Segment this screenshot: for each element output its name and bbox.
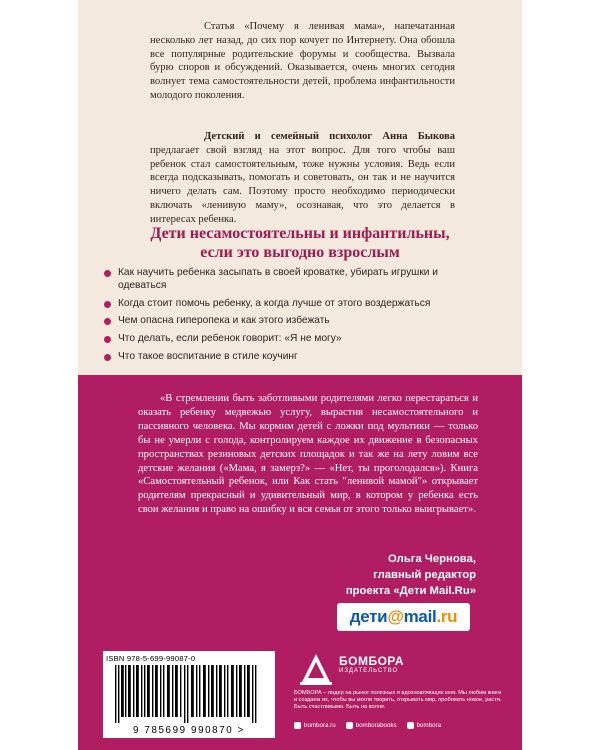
bullet-icon [104,270,111,277]
cover-top-section [78,0,522,375]
author-mention: Детский и семейный психолог Анна Быкова [204,131,455,142]
social-website[interactable]: bombora.ru [294,722,336,729]
instagram-icon [407,722,414,729]
heading-line-2: если это выгодно взрослым [200,244,400,261]
isbn-label: ISBN 978-5-699-99087-0 [106,654,196,663]
review-quote: «В стремлении быть заботливыми родителями легко перестараться и оказать ребенку медвежью услугу, вырастив несамостоятельного и пассивного человека. Мы кормим детей с ложки под мультики — только бы не умерли с голода, контролируем каждое их движение в безопасных пространствах резиновых детских площадок и так же на лету ловим все детские желания («Мама, я замерз?» — «Нет, ты проголодался»). Книга «Самостоятельный ребенок, или Как стать "ленивой мамой"» открывает родителям прекрасный и удивительный мир, в котором у ребенка есть свои желания и право на ошибку и вся семья от этого только выигрывает». [138,393,478,516]
list-item: Чем опасна гиперопека и как этого избежать [104,315,462,328]
bullet-icon [104,354,111,361]
publisher-name: БОМБОРА [339,654,405,668]
bullet-icon [104,336,111,343]
publisher-subtitle: ИЗДАТЕЛЬСТВО [339,668,399,674]
section-heading [108,224,492,262]
topics-list [104,267,462,369]
signature-name: Ольга Чернова, [388,553,476,565]
social-links [294,722,514,729]
vk-icon [346,722,353,729]
barcode-bars-icon [115,665,265,723]
heading-line-1: Дети несамостоятельны и инфантильны, [150,225,450,242]
isbn-barcode [103,651,275,738]
bullet-icon [104,318,111,325]
publisher-blurb: БОМБОРА – лидер на рынке полезных и вдохновляющих книг. Мы любим книги и создаем их, чтобы вы могли творить, открывать мир, пробовать новое, расти. Быть счастливыми. Быть на волне. [294,690,502,711]
social-vk[interactable]: bomborabooks [346,722,397,729]
intro-paragraph-1: Статья «Почему я ленивая мама», напечатанная несколько лет назад, до сих пор кочует по Интернету. Она обошла все популярные родительские форумы и сообщества. Вызвала бурю споров и обсуждений. Оказывается, очень многих сегодня волнует тема самостоятельности детей, проблема инфантильности молодого поколения. [150,21,455,101]
bullet-icon [104,301,111,308]
list-item: Как научить ребенка засыпать в своей кроватке, убирать игрушки и одеваться [104,267,462,293]
deti-mail-logo: дети @ mail .ru [337,603,470,631]
signature-project: проекта «Дети Mail.Ru» [345,585,476,597]
intro-paragraph-2-text: предлагает свой взгляд на этот вопрос. Для того чтобы ваш ребенок стал самостоятельным, тоже нужны условия. Ведь если всегда подсказывать, помогать и советовать, он так и не научится ничего делать сам. Поэтому просто необходимо периодически включать «ленивую маму», осознавая, что это делается в интересах ребенка. [150,144,455,225]
intro-paragraph-2 [150,130,455,227]
signature-role: главный редактор [373,569,476,581]
globe-icon [294,722,301,729]
list-item: Что такое воспитание в стиле коучинг [104,351,462,364]
social-instagram[interactable]: bombora [407,722,441,729]
book-back-cover [78,0,522,750]
list-item: Что делать, если ребенок говорит: «Я не могу» [104,333,462,346]
list-item: Когда стоит помочь ребенку, а когда лучше от этого воздержаться [104,298,462,311]
barcode-digits: 9 785699 990870 > [133,725,245,736]
